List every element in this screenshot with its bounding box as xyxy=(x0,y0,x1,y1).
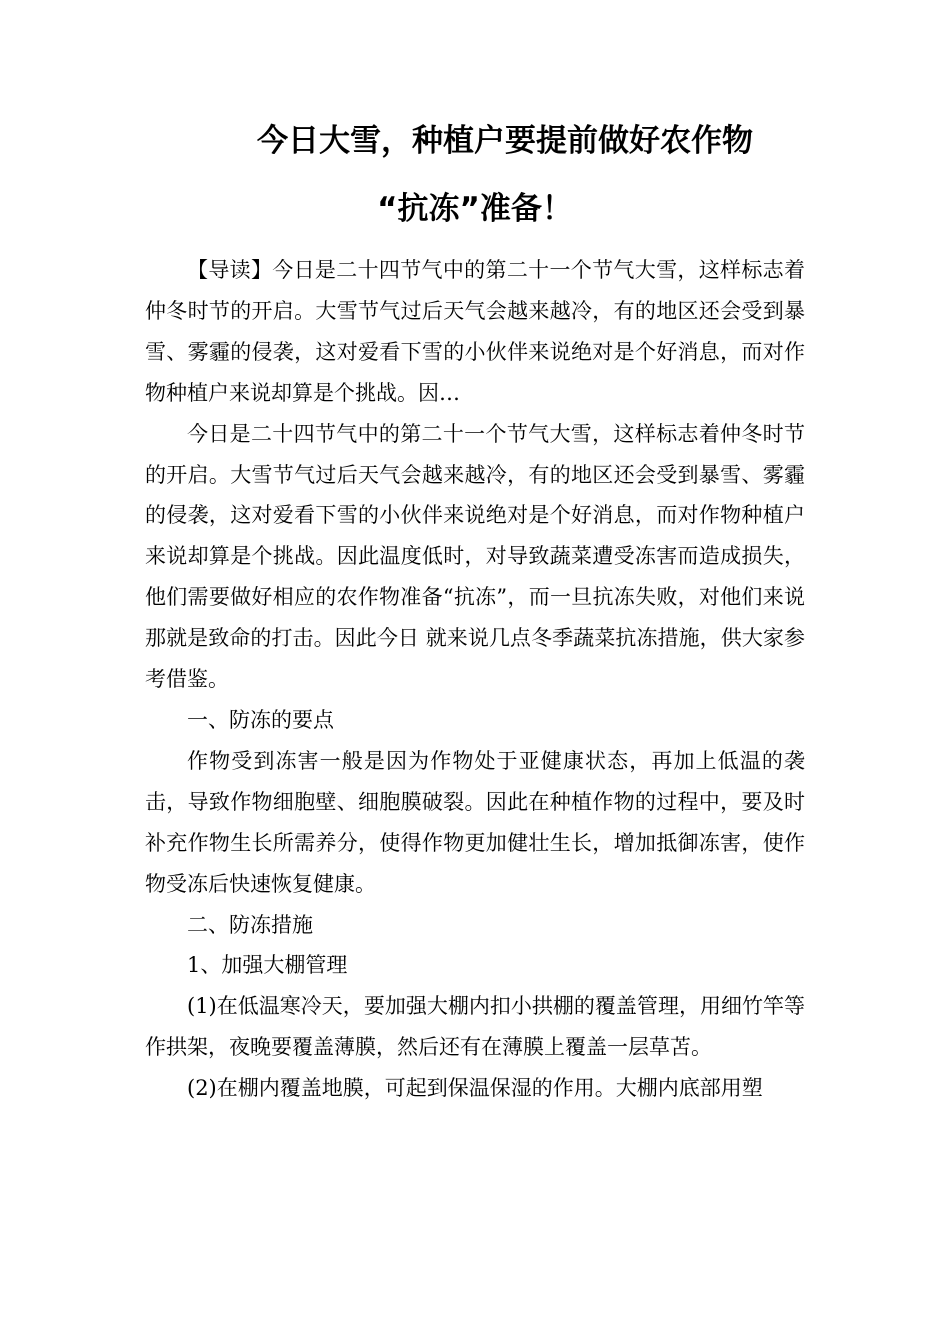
paragraph-intro: 【导读】今日是二十四节气中的第二十一个节气大雪，这样标志着仲冬时节的开启。大雪节气过后天气会越来越冷，有的地区还会受到暴雪、雾霾的侵袭，这对爱看下雪的小伙伴来说绝对是个好消息，而对作物种植户来说却算是个挑战。因… xyxy=(145,258,805,405)
document-title-line-2: “抗冻”准备！ xyxy=(377,191,573,227)
section-heading-key-points: 一、防冻的要点 xyxy=(187,707,334,732)
paragraph-main: 今日是二十四节气中的第二十一个节气大雪，这样标志着仲冬时节的开启。大雪节气过后天气会越来越冷，有的地区还会受到暴雪、雾霾的侵袭，这对爱看下雪的小伙伴来说绝对是个好消息，而对作物种植户来说却算是个挑战。因此温度低时，对导致蔬菜遭受冻害而造成损失，他们需要做好相应的农作物准备“抗冻”，而一旦抗冻失败，对他们来说那就是致命的打击。因此今日 就来说几点冬季蔬菜抗冻措施，供大家参考借鉴。 xyxy=(145,421,805,692)
paragraph-key-points: 作物受到冻害一般是因为作物处于亚健康状态，再加上低温的袭击，导致作物细胞壁、细胞膜破裂。因此在种植作物的过程中，要及时补充作物生长所需养分，使得作物更加健壮生长，增加抵御冻害，使作物受冻后快速恢复健康。 xyxy=(145,748,805,896)
subheading-greenhouse: 1、加强大棚管理 xyxy=(187,953,348,978)
list-item-2: (2)在棚内覆盖地膜，可起到保温保湿的作用。大棚内底部用塑 xyxy=(187,1076,763,1101)
section-heading-measures: 二、防冻措施 xyxy=(187,912,313,937)
document-title-line-1: 今日大雪，种植户要提前做好农作物 xyxy=(257,123,753,159)
list-item-1: (1)在低温寒冷天，要加强大棚内扣小拱棚的覆盖管理，用细竹竿等作拱架，夜晚要覆盖薄膜，然后还有在薄膜上覆盖一层草苫。 xyxy=(145,994,805,1060)
document-body xyxy=(145,250,805,1109)
